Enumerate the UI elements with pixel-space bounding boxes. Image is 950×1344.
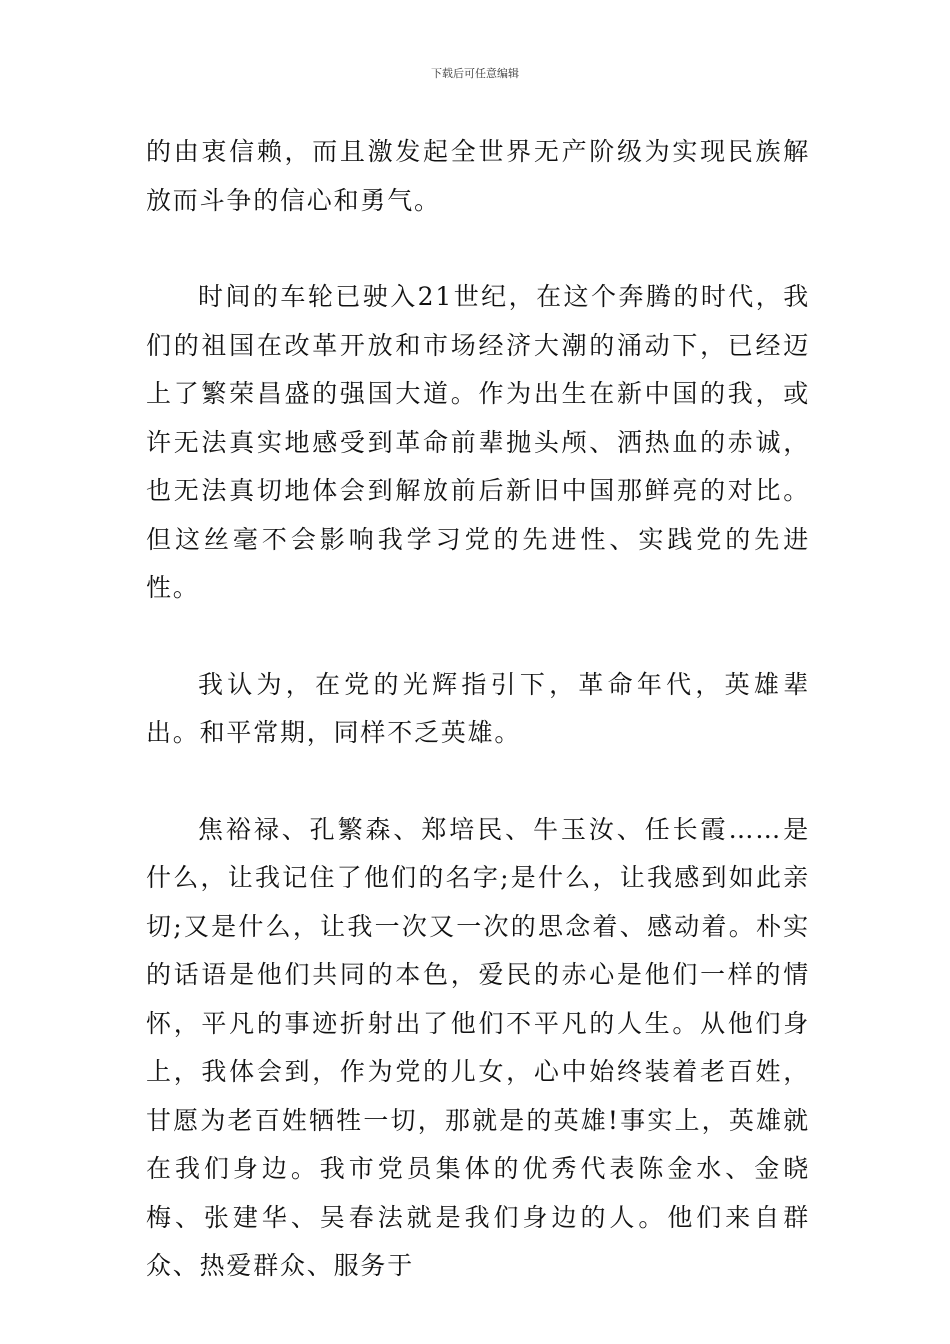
paragraph-1: 的由衷信赖，而且激发起全世界无产阶级为实现民族解放而斗争的信心和勇气。 xyxy=(146,137,810,215)
paragraph-2: 时间的车轮已驶入21世纪，在这个奔腾的时代，我们的祖国在改革开放和市场经济大潮的涌动下，已经迈上了繁荣昌盛的强国大道。作为出生在新中国的我，或许无法真实地感受到革命前辈抛头颅、洒热血的赤诚，也无法真切地体会到解放前后新旧中国那鲜亮的对比。但这丝毫不会影响我学习党的先进性、实践党的先进性。 xyxy=(146,282,810,602)
paragraph-3: 我认为，在党的光辉指引下，革命年代，英雄辈出。和平常期，同样不乏英雄。 xyxy=(146,669,810,747)
page-header-note: 下载后可任意编辑 xyxy=(431,67,519,80)
body-text xyxy=(146,128,810,1291)
paragraph-4: 焦裕禄、孔繁森、郑培民、牛玉汝、任长霞……是什么，让我记住了他们的名字;是什么，让我感到如此亲切;又是什么，让我一次又一次的思念着、感动着。朴实的话语是他们共同的本色，爱民的赤心是他们一样的情怀，平凡的事迹折射出了他们不平凡的人生。从他们身上，我体会到，作为党的儿女，心中始终装着老百姓，甘愿为老百姓牺牲一切，那就是的英雄!事实上，英雄就在我们身边。我市党员集体的优秀代表陈金水、金晓梅、张建华、吴春法就是我们身边的人。他们来自群众、热爱群众、服务于 xyxy=(146,814,810,1280)
